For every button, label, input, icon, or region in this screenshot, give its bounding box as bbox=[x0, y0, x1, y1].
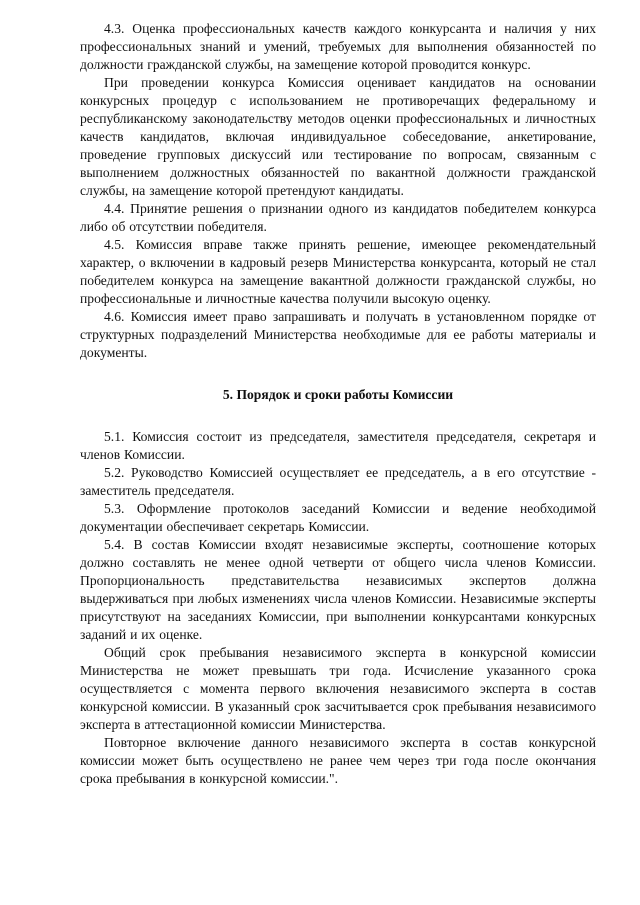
paragraph-5-3: 5.3. Оформление протоколов заседаний Комиссии и ведение необходимой документации обеспечивает секретарь Комиссии. bbox=[80, 501, 596, 534]
paragraph-4-4: 4.4. Принятие решения о признании одного из кандидатов победителем конкурса либо об отсутствии победителя. bbox=[80, 201, 596, 234]
section-heading: 5. Порядок и сроки работы Комиссии bbox=[222, 387, 454, 402]
paragraph-4-3: 4.3. Оценка профессиональных качеств каждого конкурсанта и наличия у них профессиональных знаний и умений, требуемых для выполнения обязанностей по должности гражданской службы, на замещение которой проводится конкурс. bbox=[80, 21, 596, 72]
paragraph-evaluation-methods: При проведении конкурса Комиссия оценивает кандидатов на основании конкурсных процедур с использованием не противоречащих федеральному и республиканскому законодательству методов оценки профессиональных и личностных качеств кандидатов, включая индивидуальное собеседование, анкетирование, проведение групповых дискуссий или тестирование по вопросам, связанным с выполнением должностных обязанностей по вакантной должности гражданской службы, на замещение которой претендуют кандидаты. bbox=[80, 75, 596, 198]
paragraph-5-1: 5.1. Комиссия состоит из председателя, заместителя председателя, секретаря и членов Комиссии. bbox=[80, 429, 596, 462]
paragraph-5-4: 5.4. В состав Комиссии входят независимые эксперты, соотношение которых должно составлять не менее одной четверти от общего числа членов Комиссии. Пропорциональность представительства независимых экспертов должна выдерживаться при любых изменениях числа членов Комиссии. Независимые эксперты присутствуют на заседаниях Комиссии, при выполнении конкурсантами конкурсных заданий и их оценке. bbox=[80, 537, 596, 642]
paragraph-5-2: 5.2. Руководство Комиссией осуществляет ее председатель, а в его отсутствие - заместитель председателя. bbox=[80, 465, 596, 498]
paragraph-4-5: 4.5. Комиссия вправе также принять решение, имеющее рекомендательный характер, о включении в кадровый резерв Министерства конкурсанта, который не стал победителем конкурса на замещение вакантной должности гражданской службы, но профессиональные и личностные качества получили высокую оценку. bbox=[80, 237, 596, 306]
paragraph-4-6: 4.6. Комиссия имеет право запрашивать и получать в установленном порядке от структурных подразделений Министерства необходимые для ее работы материалы и документы. bbox=[80, 309, 596, 360]
paragraph-expert-term: Общий срок пребывания независимого эксперта в конкурсной комиссии Министерства не может превышать три года. Исчисление указанного срока осуществляется с момента первого включения независимого эксперта в состав конкурсной комиссии. В указанный срок засчитывается срок пребывания независимого эксперта в аттестационной комиссии Министерства. bbox=[80, 645, 596, 732]
paragraph-repeat-inclusion: Повторное включение данного независимого эксперта в состав конкурсной комиссии может быть осуществлено не ранее чем через три года после окончания срока пребывания в конкурсной комиссии.". bbox=[80, 735, 596, 786]
